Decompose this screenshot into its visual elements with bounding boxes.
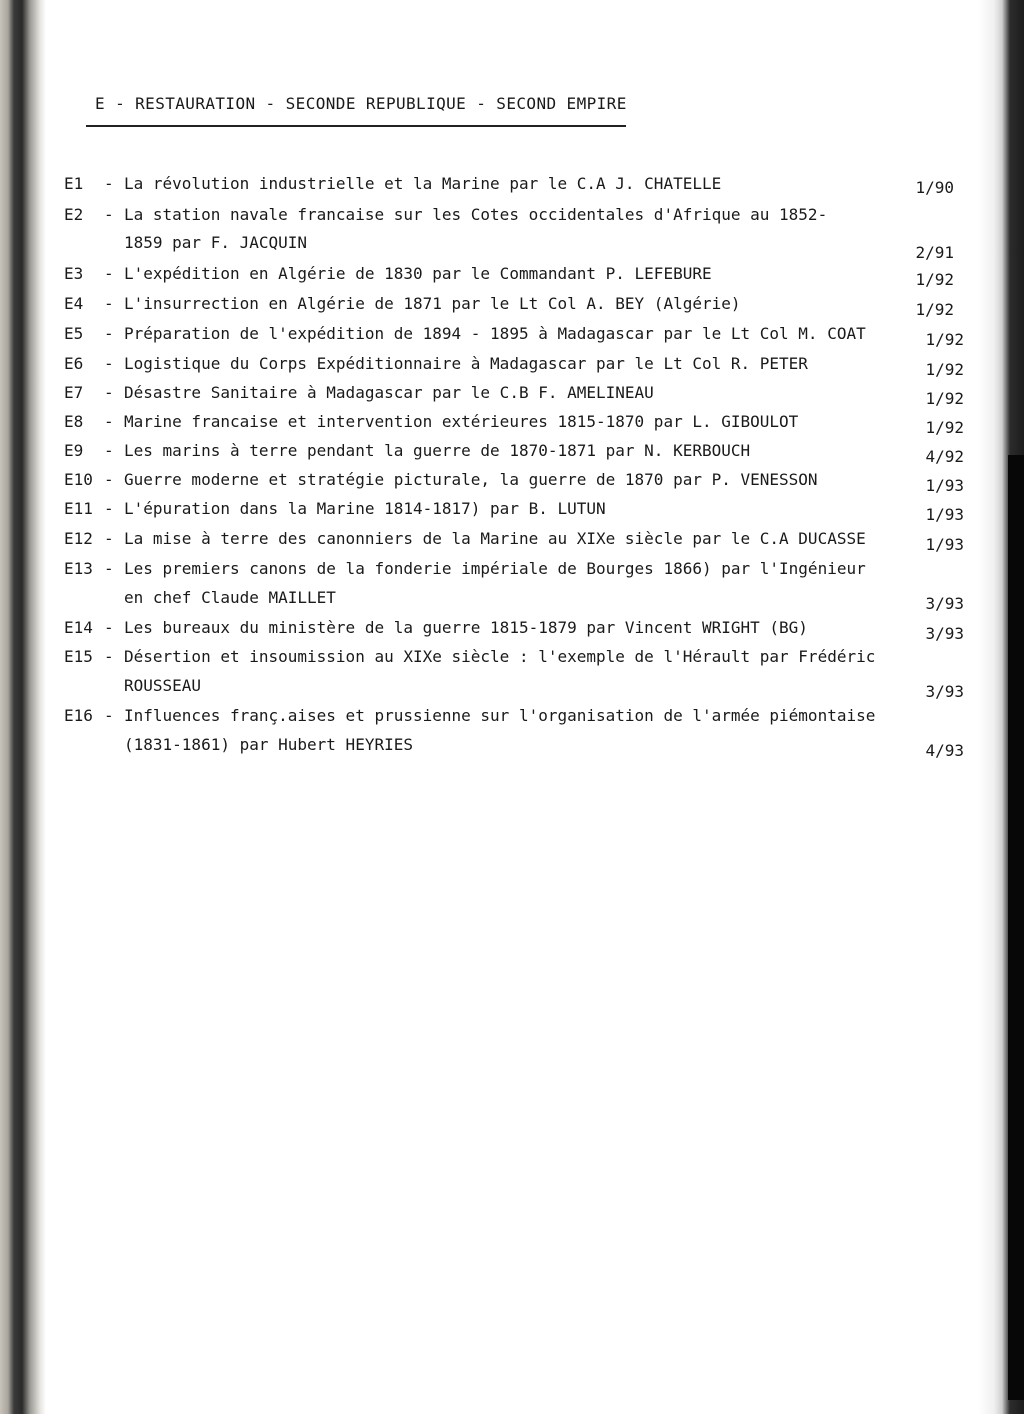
section-title: E - RESTAURATION - SECONDE REPUBLIQUE - SECOND EMPIRE (95, 94, 627, 113)
entry-page-ref: 1/93 (925, 535, 964, 554)
entry-title-line: Logistique du Corps Expéditionnaire à Madagascar par le Lt Col R. PETER (124, 354, 808, 373)
entry-separator: - (104, 294, 114, 313)
entry-page-ref: 2/91 (915, 243, 954, 262)
entry-page-ref: 4/93 (925, 741, 964, 760)
entry-separator: - (104, 383, 114, 402)
entry-code: E1 (64, 174, 84, 193)
entry-separator: - (104, 205, 114, 224)
entry-page-ref: 4/92 (925, 447, 964, 466)
entry-code: E5 (64, 324, 84, 343)
entry-code: E4 (64, 294, 84, 313)
entry-code: E3 (64, 264, 84, 283)
entry-page-ref: 1/92 (925, 389, 964, 408)
entry-separator: - (104, 354, 114, 373)
entry-title-line: L'insurrection en Algérie de 1871 par le Lt Col A. BEY (Algérie) (124, 294, 741, 313)
entry-page-ref: 1/92 (925, 360, 964, 379)
entry-separator: - (104, 706, 114, 725)
entry-title-line: Préparation de l'expédition de 1894 - 1895 à Madagascar par le Lt Col M. COAT (124, 324, 866, 343)
entry-title-line: L'épuration dans la Marine 1814-1817) par B. LUTUN (124, 499, 606, 518)
entry-separator: - (104, 618, 114, 637)
entry-title-line: La station navale francaise sur les Cotes occidentales d'Afrique au 1852- (124, 205, 828, 224)
entry-code: E11 (64, 499, 93, 518)
entry-code: E16 (64, 706, 93, 725)
entry-title-line: Marine francaise et intervention extérieures 1815-1870 par L. GIBOULOT (124, 412, 799, 431)
entry-page-ref: 3/93 (925, 594, 964, 613)
entry-title-line: Guerre moderne et stratégie picturale, la guerre de 1870 par P. VENESSON (124, 470, 818, 489)
entry-code: E8 (64, 412, 84, 431)
entry-code: E10 (64, 470, 93, 489)
entry-separator: - (104, 412, 114, 431)
entry-separator: - (104, 324, 114, 343)
entry-title-line: Les premiers canons de la fonderie impériale de Bourges 1866) par l'Ingénieur (124, 559, 866, 578)
entry-separator: - (104, 559, 114, 578)
entry-separator: - (104, 441, 114, 460)
entry-separator: - (104, 174, 114, 193)
entry-title-line: 1859 par F. JACQUIN (124, 233, 308, 252)
entry-page-ref: 1/90 (915, 178, 954, 197)
entry-title-line: Désertion et insoumission au XIXe siècle : l'exemple de l'Hérault par Frédéric (124, 647, 876, 666)
entry-code: E12 (64, 529, 93, 548)
entry-title-line: en chef Claude MAILLET (124, 588, 336, 607)
entry-separator: - (104, 470, 114, 489)
entry-page-ref: 1/92 (925, 330, 964, 349)
entry-title-line: (1831-1861) par Hubert HEYRIES (124, 735, 413, 754)
entry-page-ref: 3/93 (925, 624, 964, 643)
entry-code: E2 (64, 205, 84, 224)
entry-title-line: Désastre Sanitaire à Madagascar par le C.B F. AMELINEAU (124, 383, 654, 402)
entry-title-line: ROUSSEAU (124, 676, 202, 695)
entry-code: E7 (64, 383, 84, 402)
entry-title-line: Les bureaux du ministère de la guerre 1815-1879 par Vincent WRIGHT (BG) (124, 618, 808, 637)
entry-title-line: La mise à terre des canonniers de la Marine au XIXe siècle par le C.A DUCASSE (124, 529, 866, 548)
entry-title-line: La révolution industrielle et la Marine par le C.A J. CHATELLE (124, 174, 722, 193)
entry-code: E14 (64, 618, 93, 637)
entry-code: E13 (64, 559, 93, 578)
entry-separator: - (104, 529, 114, 548)
entry-separator: - (104, 499, 114, 518)
entry-title-line: Influences franç.aises et prussienne sur l'organisation de l'armée piémontaise (124, 706, 876, 725)
entry-page-ref: 1/93 (925, 476, 964, 495)
entry-separator: - (104, 264, 114, 283)
entry-separator: - (104, 647, 114, 666)
entry-title-line: Les marins à terre pendant la guerre de 1870-1871 par N. KERBOUCH (124, 441, 751, 460)
entry-page-ref: 1/93 (925, 505, 964, 524)
entry-code: E9 (64, 441, 84, 460)
entry-page-ref: 1/92 (915, 270, 954, 289)
entry-page-ref: 3/93 (925, 682, 964, 701)
entry-title-line: L'expédition en Algérie de 1830 par le Commandant P. LEFEBURE (124, 264, 712, 283)
entry-page-ref: 1/92 (915, 300, 954, 319)
entry-page-ref: 1/92 (925, 418, 964, 437)
entry-code: E15 (64, 647, 93, 666)
entry-code: E6 (64, 354, 84, 373)
